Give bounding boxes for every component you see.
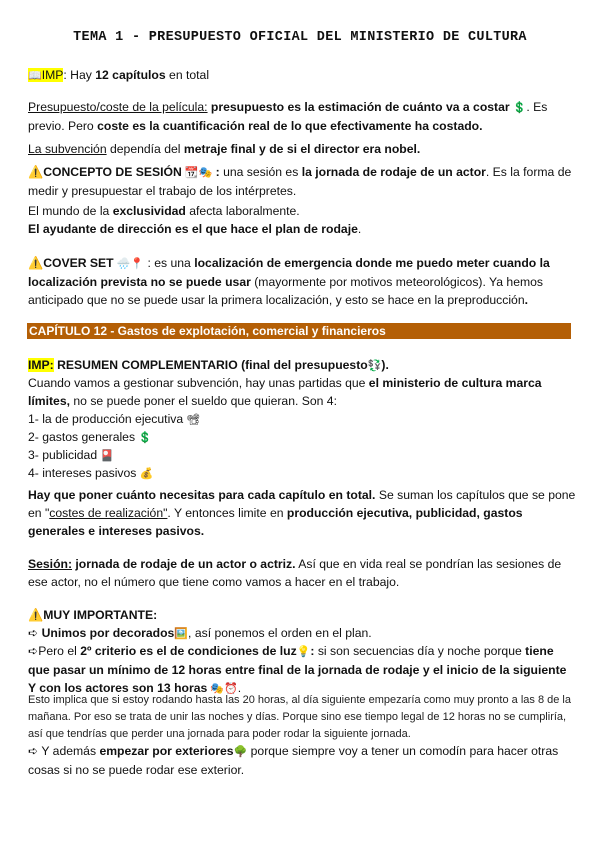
criterio-text: Pero el [38, 644, 81, 658]
currency-exchange-icon: 💱 [367, 360, 382, 372]
warning-icon: ⚠️ [28, 165, 44, 179]
exclusividad-term: exclusividad [112, 204, 186, 218]
criterio-heading: 2º criterio es el de condiciones de luz [80, 644, 297, 658]
coste-definition: coste es la cuantificación real de lo que efectivamente ha costado. [97, 119, 483, 133]
mundo-text-end: afecta laboralmente. [185, 204, 300, 218]
hay-text-mid: . Y entonces limite en [167, 506, 287, 520]
arrow-icon: ➪ [28, 626, 42, 640]
imp-text-end: en total [165, 68, 210, 82]
dollar-icon: 💲 [509, 102, 527, 114]
chapter-12-banner: CAPÍTULO 12 - Gastos de explotación, comercial y financieros [27, 323, 571, 339]
ademas-paragraph [28, 742, 576, 779]
lightbulb-icon: 💡 [296, 646, 311, 658]
criterio-period: . [237, 681, 242, 695]
arrow-icon: ➪ [28, 644, 39, 658]
presupuesto-term: Presupuesto/coste de la película: [28, 100, 208, 114]
cover-set-heading: COVER SET [43, 256, 114, 270]
resumen-heading [28, 356, 576, 375]
resumen-close: ). [381, 358, 389, 372]
imp-label: IMP [41, 68, 64, 82]
cover-set-period: . [524, 293, 529, 307]
sesion-text: Así que en vida real se pondrían las sesiones de ese actor, no el número que tiene como vamos a hacer en el trabajo. [28, 557, 562, 589]
cuando-text-end: no se puede poner el sueldo que quieran. Son 4: [70, 394, 337, 408]
cover-set-definition: localización de emergencia donde me puedo meter cuando la localización prevista no se puede usar [28, 256, 550, 289]
arrow-icon: ➪ [28, 744, 42, 758]
unimos-statement: Unimos por decorados [41, 626, 175, 640]
imp-count: 12 capítulos [95, 68, 166, 82]
page-title: TEMA 1 - PRESUPUESTO OFICIAL DEL MINISTERIO DE CULTURA [73, 30, 527, 45]
concepto-text: una sesión es [219, 165, 302, 179]
imp-highlight [28, 68, 63, 82]
masks-clock-icon: 🎭⏰ [207, 683, 238, 695]
subvencion-paragraph [28, 140, 576, 158]
cuando-text: Cuando vamos a gestionar subvención, hay unas partidas que [28, 376, 369, 390]
subvencion-criteria: metraje final y de si el director era nobel. [183, 142, 421, 156]
projector-icon: 📽 [183, 414, 201, 426]
imp-note [28, 66, 576, 85]
book-icon: 📖 [28, 70, 42, 82]
cover-set-text: : es una [144, 256, 195, 270]
cuando-paragraph [28, 374, 576, 410]
flower-cards-icon: 🎴 [97, 450, 114, 462]
hay-limits: producción ejecutiva, publicidad, gastos generales e intereses pasivos. [28, 506, 523, 538]
criterio-text-mid: si son secuencias día y noche porque [314, 644, 526, 658]
ayudante-paragraph [28, 220, 576, 238]
mundo-text: El mundo de la [28, 204, 113, 218]
tree-icon: 🌳 [233, 746, 248, 758]
calendar-masks-icon: 📆🎭 [181, 167, 213, 179]
ademas-text: Y además [41, 744, 100, 758]
list-item: 1- la de producción ejecutiva 📽 [28, 412, 201, 426]
list-item: 4- intereses pasivos 💰 [28, 466, 154, 480]
presupuesto-text: . Es previo. Pero [28, 100, 548, 133]
sesion-paragraph [28, 555, 576, 591]
concepto-colon: : [212, 165, 220, 179]
concepto-heading: CONCEPTO DE SESIÓN [43, 165, 182, 179]
resumen-title: RESUMEN COMPLEMENTARIO (final del presupuesto [53, 358, 368, 372]
concepto-definition: la jornada de rodaje de un actor [301, 165, 486, 179]
esto-paragraph: Esto implica que si estoy rodando hasta las 20 horas, al día siguiente empezaría como muy pronto a las 8 de la mañana. Por eso se trata de unir las noches y días. Porque sino ese tiempo legal de 12 horas no se cumpliría, así que tendrías que perder una jornada para poder rodar la siguiente jornada. [28, 694, 571, 740]
subvencion-term: La subvención [28, 142, 107, 156]
rain-pin-icon: 🌧️📍 [113, 258, 145, 270]
presupuesto-definition: presupuesto es la estimación de cuánto va a costar [207, 100, 510, 114]
criterio-rule: tiene que pasar un mínimo de 12 horas entre final de la jornada de rodaje y el inicio de la siguiente Y con los actores son 13 horas [28, 644, 567, 695]
subvencion-text: dependía del [106, 142, 184, 156]
sesion-term: Sesión: [28, 557, 73, 571]
hay-paragraph [28, 486, 576, 540]
hay-text: Se suman los capítulos que se pone en " [28, 488, 576, 520]
concepto-sesion-paragraph [28, 163, 576, 200]
cover-set-paragraph [28, 254, 576, 309]
money-bag-icon: 💰 [136, 468, 154, 480]
limites-statement: el ministerio de cultura marca límites, [28, 376, 542, 408]
ayudante-statement: El ayudante de dirección es el que hace el plan de rodaje [28, 222, 358, 236]
unimos-paragraph [28, 624, 576, 643]
exteriores-statement: empezar por exteriores [99, 744, 234, 758]
muy-importante-label: MUY IMPORTANTE: [43, 608, 158, 622]
warning-icon: ⚠️ [28, 256, 44, 270]
sesion-definition: jornada de rodaje de un actor o actriz. [72, 557, 296, 571]
picture-icon: 🖼️ [174, 628, 189, 640]
warning-icon: ⚠️ [28, 608, 44, 622]
dollar-icon: 💲 [135, 432, 152, 444]
exclusividad-paragraph [28, 202, 576, 220]
concepto-text-end: . Es la forma de medir y presupuestar el trabajo de los intérpretes. [28, 165, 572, 198]
criterio-colon: : [310, 644, 315, 658]
unimos-text: , así ponemos el orden en el plan. [188, 626, 372, 640]
muy-importante-heading [28, 606, 576, 624]
imp-text: : Hay [63, 68, 96, 82]
presupuesto-paragraph [28, 98, 576, 135]
hay-statement: Hay que poner cuánto necesitas para cada capítulo en total. [28, 488, 376, 502]
list-item: 3- publicidad 🎴 [28, 448, 114, 462]
ayudante-period: . [357, 222, 362, 236]
ademas-text-end: porque siempre voy a tener un comodín para hacer otras cosas si no se puede rodar ese exterior. [28, 744, 559, 777]
costes-realizacion-term: costes de realización" [49, 506, 168, 520]
criterio-paragraph [28, 642, 576, 698]
imp-label: IMP: [28, 358, 54, 372]
cover-set-text-end: (mayormente por motivos meteorológicos). Ya hemos anticipado que no se puede usar la primera localización, y esto se hace en la preproducción [28, 275, 544, 307]
list-item: 2- gastos generales 💲 [28, 430, 152, 444]
